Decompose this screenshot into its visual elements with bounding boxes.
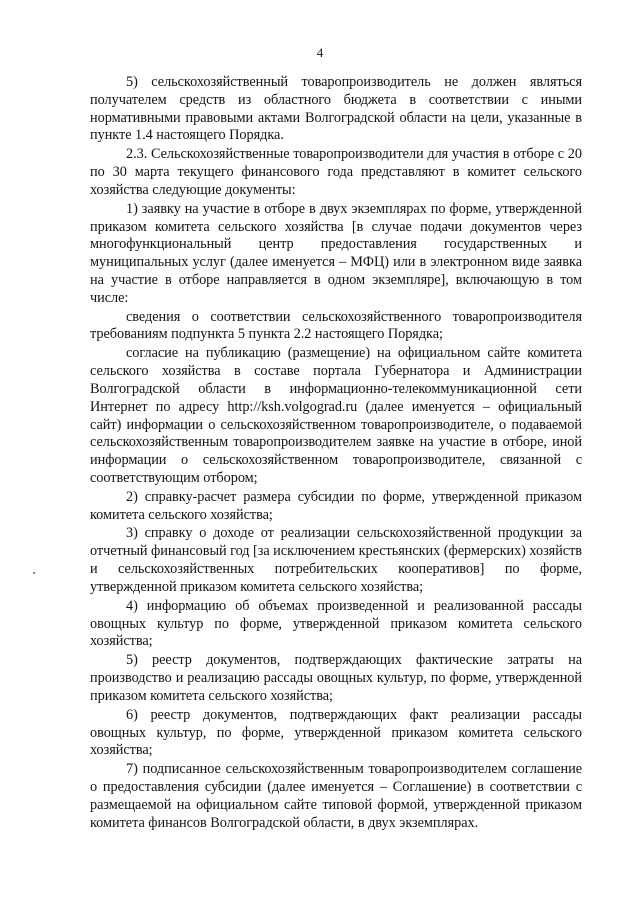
paragraph-doc-4-volumes: 4) информацию об объемах произведенной и реализованной рассады овощных культур по форме, утвержденной приказом комитета сельского хозяйства; xyxy=(90,597,582,650)
paragraph-doc-6-sales-registry: 6) реестр документов, подтверждающих факт реализации рассады овощных культур, по форме, утвержденной приказом комитета сельского хозяйства; xyxy=(90,706,582,759)
page-number: 4 xyxy=(316,45,324,60)
document-body xyxy=(90,74,582,834)
paragraph-doc-3-income: 3) справку о доходе от реализации сельскохозяйственной продукции за отчетный финансовый год [за исключением крестьянских (фермерских) хозяйств и сельскохозяйственных потребительских кооперативов] по форме, утвержденной приказом комитета сельского хозяйства; xyxy=(90,525,582,595)
paragraph-item-5: 5) сельскохозяйственный товаропроизводитель не должен являться получателем средств из областного бюджета в соответствии с иными нормативными правовыми актами Волгоградской области на цели, указанные в пункте 1.4 настоящего Порядка. xyxy=(90,74,582,144)
paragraph-doc-1-application: 1) заявку на участие в отборе в двух экземплярах по форме, утвержденной приказом комитета сельского хозяйства [в случае подачи документов через многофункциональный центр предоставления государственных и муниципальных услуг (далее именуется – МФЦ) или в электронном виде заявка на участие в отборе направляется в одном экземпляре], включающую в том числе: xyxy=(90,200,582,306)
paragraph-section-2-3: 2.3. Сельскохозяйственные товаропроизводители для участия в отборе с 20 по 30 марта текущего финансового года представляют в комитет сельского хозяйства следующие документы: xyxy=(90,146,582,198)
paragraph-doc-7-agreement: 7) подписанное сельскохозяйственным товаропроизводителем соглашение о предоставления субсидии (далее именуется – Соглашение) в соответствии с размещаемой на официальном сайте типовой формой, утвержденной приказом комитета финансов Волгоградской области, в двух экземплярах. xyxy=(90,761,582,831)
paragraph-doc-5-costs-registry: 5) реестр документов, подтверждающих фактические затраты на производство и реализацию рассады овощных культур, по форме, утвержденной приказом комитета сельского хозяйства; xyxy=(90,652,582,704)
paragraph-compliance-info: сведения о соответствии сельскохозяйственного товаропроизводителя требованиям подпункта 5 пункта 2.2 настоящего Порядка; xyxy=(90,308,582,343)
paragraph-doc-2-calculation: 2) справку-расчет размера субсидии по форме, утвержденной приказом комитета сельского хозяйства; xyxy=(90,488,582,523)
scan-speck xyxy=(33,572,35,574)
paragraph-publication-consent: согласие на публикацию (размещение) на официальном сайте комитета сельского хозяйства в составе портала Губернатора и Администрации Волгоградской области в информационно-телекоммуникационной сети Интернет по адресу http://ksh.volgograd.ru (далее именуется – официальный сайт) информации о сельскохозяйственном товаропроизводителе, о подаваемой сельскохозяйственным товаропроизводителем заявке на участие в отборе, иной информации о сельскохозяйственном товаропроизводителе, связанной с соответствующим отбором; xyxy=(90,345,582,486)
